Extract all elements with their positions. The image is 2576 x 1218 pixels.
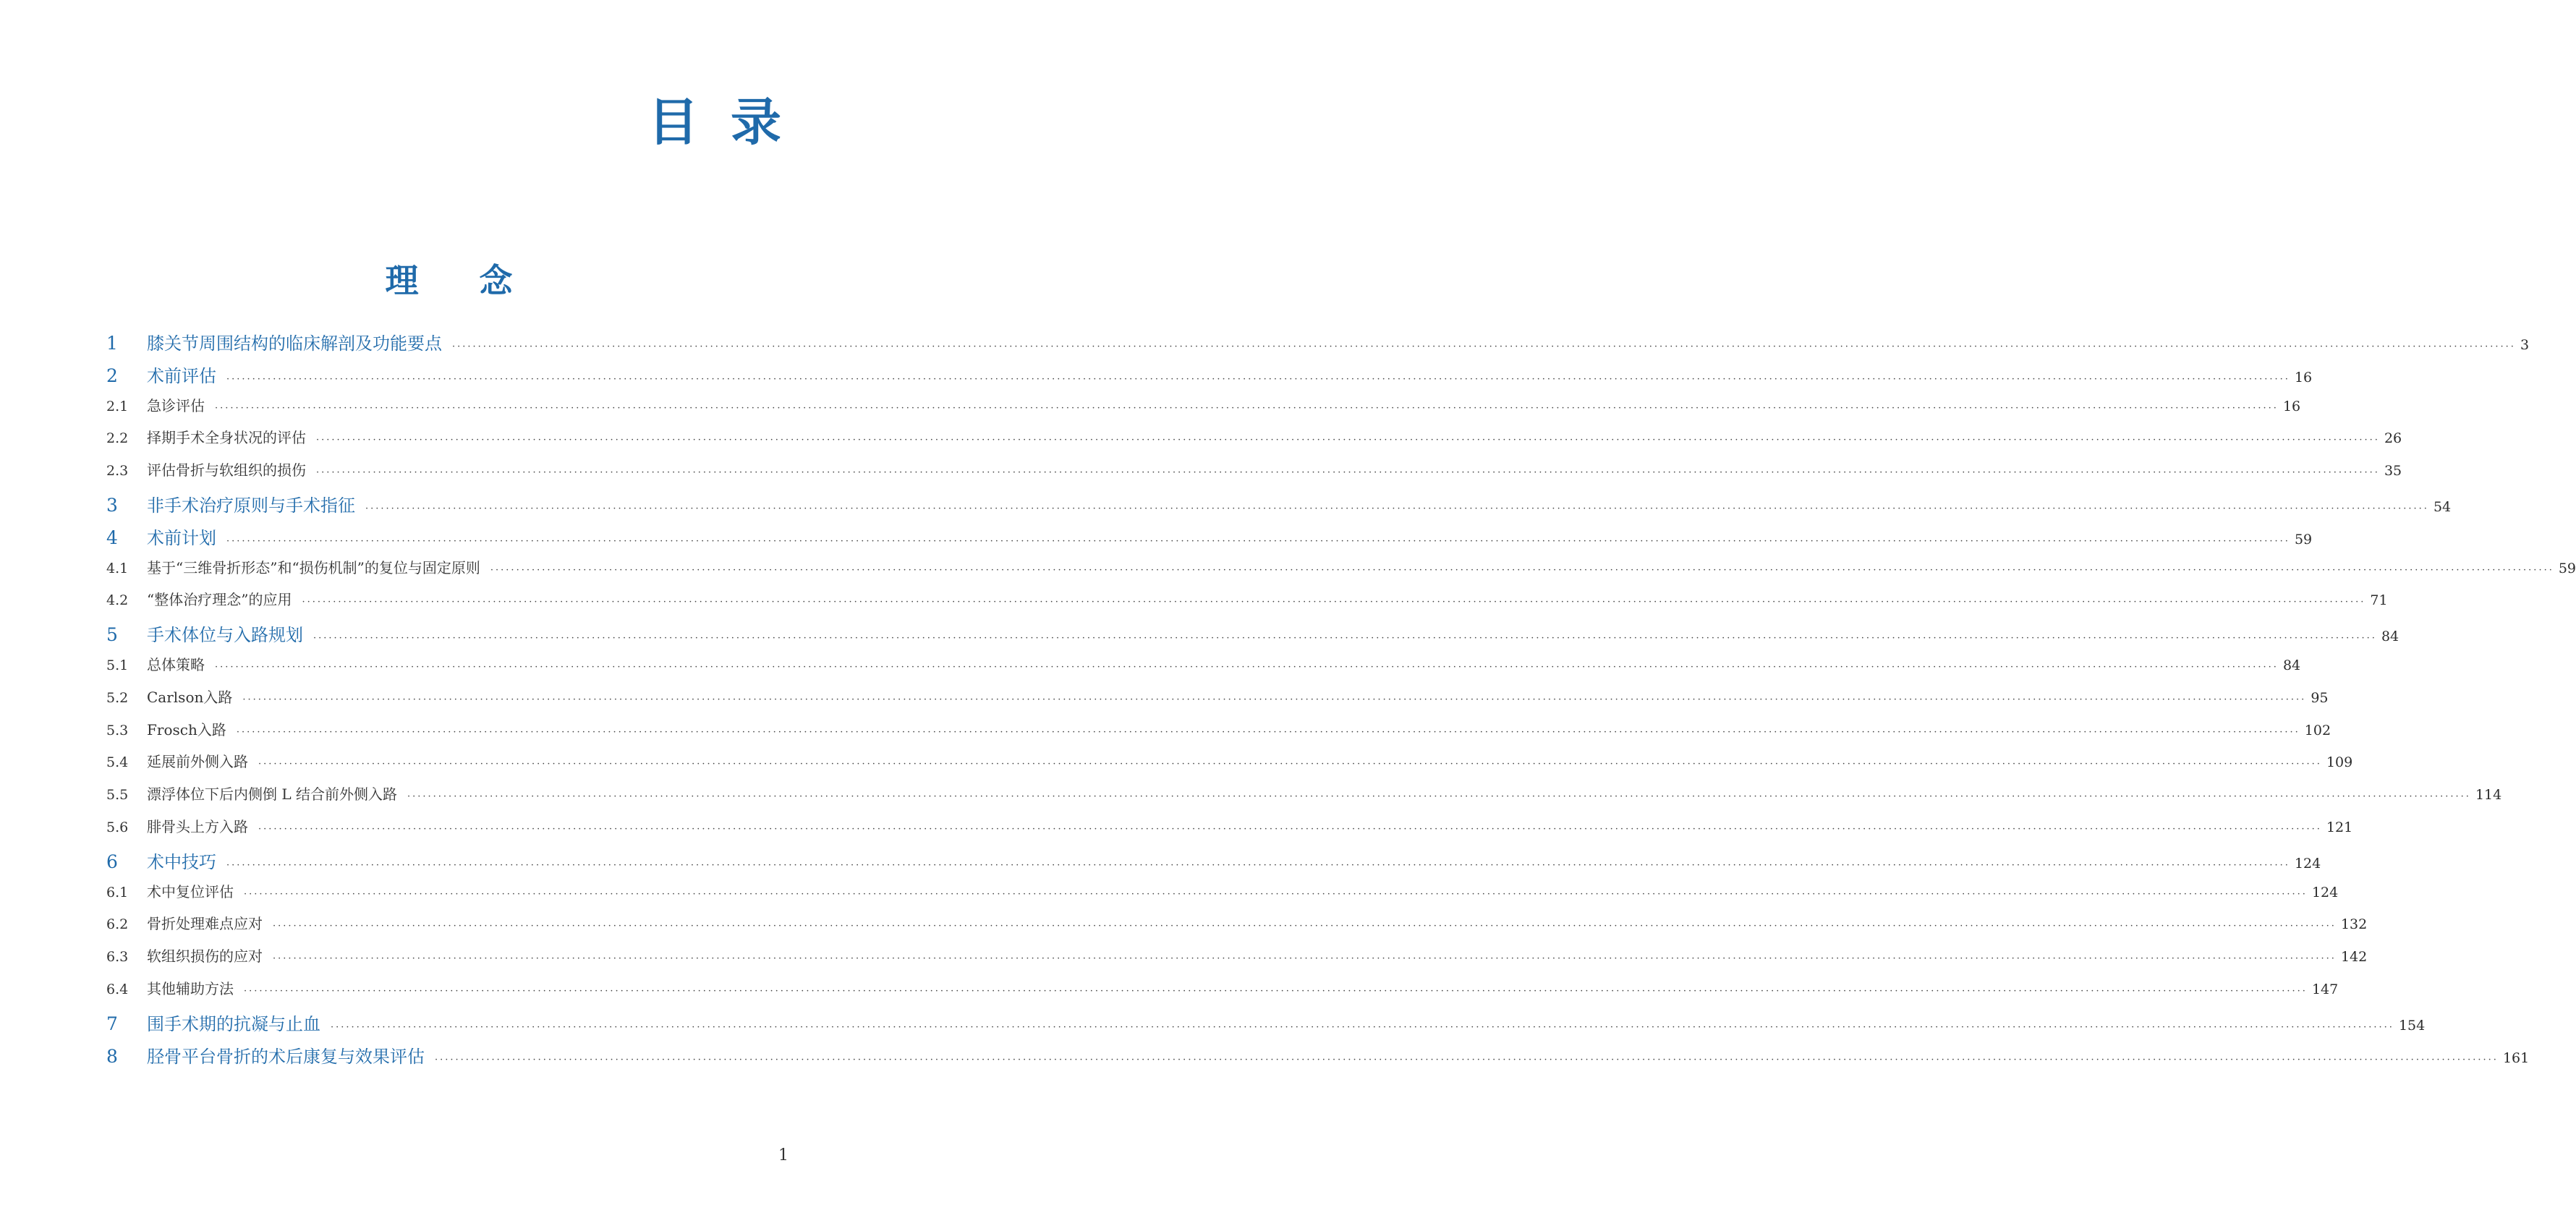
toc-entry[interactable] [106, 459, 2402, 485]
toc-entry-page: 121 [2326, 819, 2353, 835]
toc-leader-dots: ················································································································································································································································································································································································································ [273, 953, 2337, 965]
toc-leader-dots: ················································································································································································································································································································································································································ [490, 564, 2554, 576]
toc-entry[interactable] [106, 653, 2301, 679]
toc-entry-number: 5.1 [106, 657, 129, 673]
toc-entry-number: 5 [106, 624, 118, 646]
toc-entry-number: 6.1 [106, 884, 129, 900]
toc-leader-dots: ················································································································································································································································································································································································································ [313, 633, 2377, 644]
toc-entry-label: 膝关节周围结构的临床解剖及功能要点 [147, 333, 442, 354]
toc-entry-label: 总体策略 [147, 656, 205, 673]
toc-entry-label: Frosch入路 [147, 720, 226, 738]
toc-entry-page: 71 [2370, 592, 2388, 609]
toc-entry-page: 147 [2311, 981, 2339, 997]
toc-entry-page: 154 [2398, 1017, 2426, 1034]
toc-entry-page: 16 [2282, 398, 2301, 414]
page-number: 1 [778, 1146, 788, 1164]
toc-entry-number: 5.3 [106, 722, 129, 738]
toc-leader-dots: ················································································································································································································································································································································································································ [435, 1054, 2499, 1065]
toc-entry-number: 2 [106, 365, 118, 386]
toc-leader-dots: ················································································································································································································································································································································································································ [236, 726, 2300, 738]
toc-entry-page: 84 [2381, 629, 2399, 645]
toc-entry-number: 6 [106, 851, 118, 872]
toc-leader-dots: ················································································································································································································································································································································································································ [258, 759, 2322, 770]
toc-entry[interactable] [106, 362, 2313, 388]
toc-entry-label: 手术体位与入路规划 [147, 625, 303, 646]
toc-entry-label: 非手术治疗原则与手术指征 [147, 495, 355, 516]
toc-entry-number: 4.1 [106, 560, 129, 576]
toc-entry-number: 4 [106, 527, 118, 548]
toc-entry-number: 5.4 [106, 754, 129, 771]
toc-entry-page: 26 [2384, 430, 2402, 447]
toc-entry[interactable] [106, 426, 2402, 452]
toc-entry-page: 102 [2304, 722, 2331, 738]
toc-entry-page: 59 [2294, 531, 2313, 548]
toc-entry-number: 8 [106, 1045, 118, 1067]
toc-entry-number: 3 [106, 495, 118, 516]
toc-entry[interactable] [106, 783, 2502, 809]
toc-entry-number: 6.3 [106, 949, 129, 966]
toc-entry-number: 5.6 [106, 819, 129, 835]
toc-leader-dots: ················································································································································································································································································································································································································ [215, 662, 2279, 673]
toc-entry-page: 161 [2502, 1049, 2530, 1066]
toc-entry[interactable] [106, 912, 2368, 938]
toc-entry-label: 术前计划 [147, 527, 216, 548]
toc-entry-page: 16 [2294, 369, 2313, 386]
toc-entry-page: 35 [2384, 463, 2402, 480]
toc-entry-label: 骨折处理难点应对 [147, 915, 263, 933]
toc-entry-number: 6.2 [106, 916, 129, 933]
toc-leader-dots: ················································································································································································································································································································································································································ [226, 859, 2290, 871]
toc-entry[interactable] [106, 718, 2331, 744]
toc-leader-dots: ················································································································································································································································································································································································································ [331, 1021, 2394, 1033]
toc-entry-number: 2.2 [106, 430, 129, 447]
toc-entry-number: 2.3 [106, 463, 129, 480]
toc-entry-page: 142 [2340, 949, 2368, 966]
toc-entry-label: 急诊评估 [147, 396, 205, 414]
toc-entry[interactable] [106, 945, 2368, 971]
toc-entry-page: 59 [2558, 560, 2576, 576]
toc-entry[interactable] [106, 588, 2388, 614]
toc-entry[interactable] [106, 524, 2313, 550]
toc-entry[interactable] [106, 686, 2329, 712]
toc-entry-label: 软组织损伤的应对 [147, 947, 263, 966]
toc-leader-dots: ················································································································································································································································································································································································································ [258, 824, 2322, 835]
toc-entry-page: 84 [2282, 657, 2301, 673]
toc-entry-number: 7 [106, 1013, 118, 1034]
toc-leader-dots: ················································································································································································································································································································································································································ [316, 435, 2380, 446]
toc-entry[interactable] [106, 556, 2576, 582]
toc-entry[interactable] [106, 329, 2530, 355]
toc-entry-label: 其他辅助方法 [147, 980, 234, 997]
toc-leader-dots: ················································································································································································································································································································································································································ [365, 503, 2429, 514]
toc-entry[interactable] [106, 1010, 2426, 1036]
toc-entry-page: 114 [2475, 787, 2502, 804]
toc-entry[interactable] [106, 394, 2301, 420]
toc-leader-dots: ················································································································································································································································································································································································································ [273, 921, 2337, 932]
section-title: 理 念 [385, 261, 537, 300]
toc-leader-dots: ················································································································································································································································································································································································································ [302, 597, 2366, 608]
page-title: 目 录 [647, 93, 788, 152]
toc-entry-label: 择期手术全身状况的评估 [147, 429, 306, 447]
toc-leader-dots: ················································································································································································································································································································································································································ [316, 467, 2380, 479]
toc-entry-label: 围手术期的抗凝与止血 [147, 1013, 320, 1034]
toc-entry-page: 3 [2520, 337, 2530, 353]
toc-entry-label: 基于“三维骨折形态”和“损伤机制”的复位与固定原则 [147, 558, 480, 576]
toc-entry[interactable] [106, 1042, 2530, 1068]
toc-leader-dots: ················································································································································································································································································································································································································ [242, 694, 2307, 705]
toc-leader-dots: ················································································································································································································································································································································································································ [452, 341, 2516, 352]
toc-entry-number: 6.4 [106, 981, 129, 997]
toc-entry-number: 1 [106, 333, 118, 354]
toc-entry-label: 胫骨平台骨折的术后康复与效果评估 [147, 1046, 425, 1067]
toc-entry-label: Carlson入路 [147, 688, 233, 706]
toc-entry-number: 4.2 [106, 592, 129, 609]
toc-entry-page: 95 [2311, 689, 2329, 706]
toc-entry[interactable] [106, 491, 2452, 517]
toc-entry-label: 术前评估 [147, 365, 216, 386]
toc-entry[interactable] [106, 815, 2353, 841]
toc-leader-dots: ················································································································································································································································································································································································································ [226, 373, 2290, 385]
toc-entry-page: 124 [2311, 884, 2339, 900]
toc-entry[interactable] [106, 848, 2321, 874]
toc-entry-label: “整体治疗理念”的应用 [147, 591, 292, 609]
toc-entry-page: 54 [2433, 499, 2452, 515]
toc-leader-dots: ················································································································································································································································································································································································································ [226, 535, 2290, 547]
toc-entry-page: 132 [2340, 916, 2368, 933]
toc-entry-label: 评估骨折与软组织的损伤 [147, 461, 306, 480]
toc-leader-dots: ················································································································································································································································································································································································································ [244, 888, 2308, 900]
toc-entry-label: 术中技巧 [147, 851, 216, 872]
toc-entry-label: 术中复位评估 [147, 882, 234, 900]
toc-entry-page: 124 [2294, 855, 2321, 872]
toc-entry-label: 漂浮体位下后内侧倒 L 结合前外侧入路 [147, 785, 397, 804]
toc-leader-dots: ················································································································································································································································································································································································································ [215, 402, 2279, 414]
toc-entry[interactable] [106, 750, 2353, 776]
toc-entry[interactable] [106, 880, 2339, 906]
toc-entry-page: 109 [2326, 754, 2353, 771]
toc-entry-label: 腓骨头上方入路 [147, 818, 248, 835]
toc-leader-dots: ················································································································································································································································································································································································································ [244, 986, 2308, 997]
toc-leader-dots: ················································································································································································································································································································································································································ [407, 791, 2471, 803]
toc-entry-number: 5.5 [106, 787, 129, 804]
toc-entry[interactable] [106, 977, 2339, 1003]
toc-entry[interactable] [106, 621, 2399, 647]
toc-entry-number: 2.1 [106, 398, 129, 414]
toc-entry-label: 延展前外侧入路 [147, 753, 248, 771]
toc-entry-number: 5.2 [106, 689, 129, 706]
